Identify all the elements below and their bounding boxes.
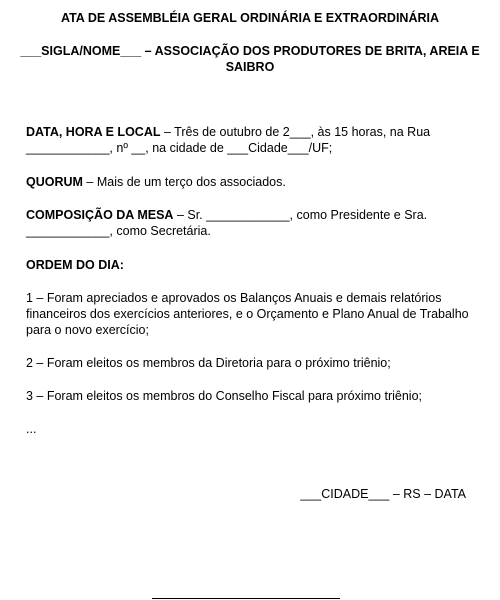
quorum-text: – Mais de um terço dos associados. bbox=[82, 175, 286, 189]
agenda-item-3: 3 – Foram eleitos os membros do Conselho Fiscal para próximo triênio; bbox=[26, 389, 423, 403]
quorum-label: QUORUM bbox=[26, 175, 83, 189]
date-time-place-text-line2: ____________, nº __, na cidade de ___Cidade___/UF; bbox=[26, 141, 333, 155]
date-time-place-paragraph bbox=[26, 124, 474, 156]
ellipsis-text: ... bbox=[26, 422, 37, 436]
board-composition-text-line2: ____________, como Secretária. bbox=[26, 224, 211, 238]
date-time-place-text-line1: – Três de outubro de 2___, às 15 horas, na Rua bbox=[160, 125, 431, 139]
signature-line bbox=[152, 598, 340, 599]
board-composition-paragraph bbox=[26, 207, 474, 239]
board-composition-text-line1: – Sr. ____________, como Presidente e Sra. bbox=[173, 208, 428, 222]
agenda-heading: ORDEM DO DIA: bbox=[26, 258, 124, 272]
board-composition-label: COMPOSIÇÃO DA MESA bbox=[26, 208, 174, 222]
quorum-paragraph bbox=[26, 174, 474, 190]
place-date-line: ___CIDADE___ – RS – DATA bbox=[300, 487, 466, 501]
date-time-place-label: DATA, HORA E LOCAL bbox=[26, 125, 161, 139]
agenda-item-1: 1 – Foram apreciados e aprovados os Balanços Anuais e demais relatórios financeiros dos exercícios anteriores, e o Orçamento e Plano Anual de Trabalho para o novo exercício; bbox=[26, 291, 469, 337]
document-subtitle: ___SIGLA/NOME___ – ASSOCIAÇÃO DOS PRODUTORES DE BRITA, AREIA E SAIBRO bbox=[20, 44, 480, 74]
agenda-item-2: 2 – Foram eleitos os membros da Diretoria para o próximo triênio; bbox=[26, 356, 391, 370]
document-title: ATA DE ASSEMBLÉIA GERAL ORDINÁRIA E EXTRAORDINÁRIA bbox=[60, 11, 440, 25]
